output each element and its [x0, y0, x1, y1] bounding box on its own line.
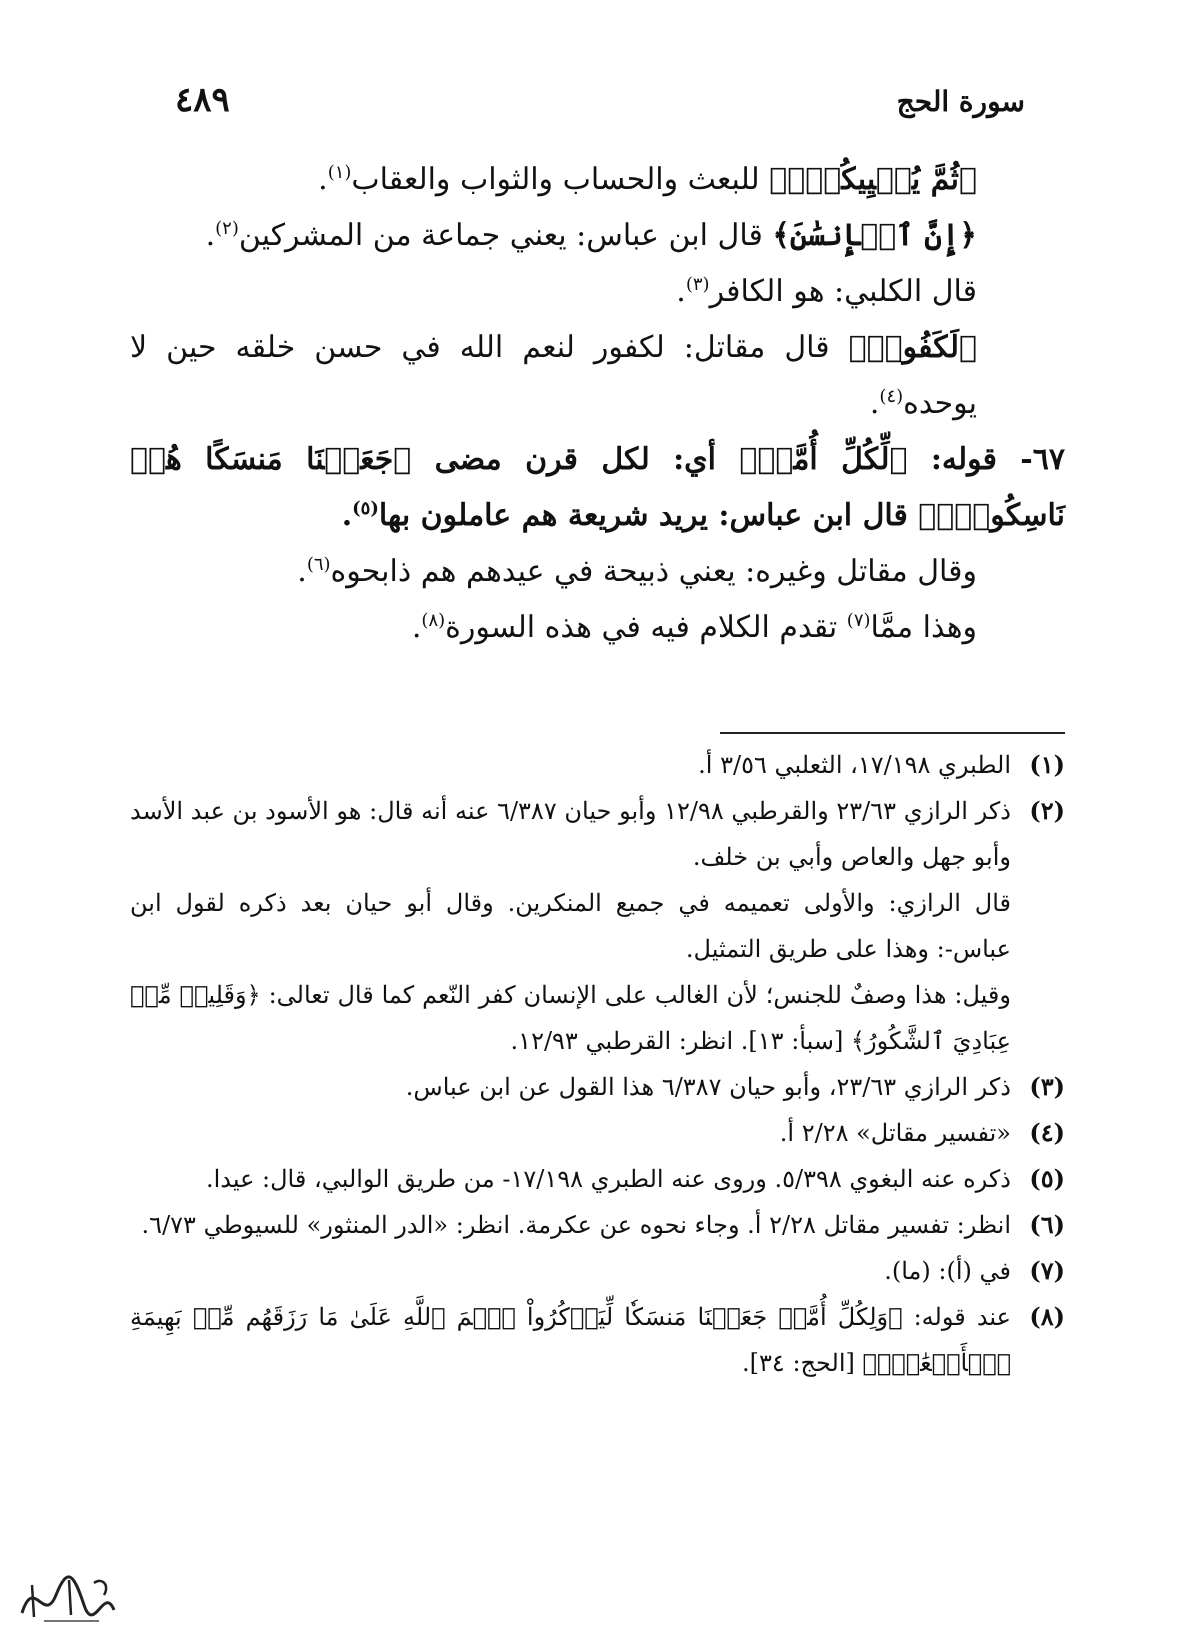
page-header — [175, 80, 1025, 120]
footnote-text: وقيل: هذا وصفٌ للجنس؛ لأن الغالب على الإنسان كفر النّعم كما قال تعالى: ﴿وَقَلِيلٞ مِّنۡ عِبَادِيَ ٱلشَّكُورُ﴾ [سبأ: ١٣]. انظر: القرطبي ١٢/٩٣. — [130, 981, 1011, 1055]
footnote-number: (٨) — [1029, 1302, 1065, 1331]
punct: . — [341, 498, 353, 533]
paragraph — [130, 600, 1065, 656]
punct: . — [676, 274, 686, 309]
footnote-body — [130, 1202, 1011, 1248]
footnote-ref[interactable]: (٨) — [421, 610, 446, 631]
quran-quote: ﴿إِنَّ ٱلۡإِنسَٰنَ﴾ — [772, 218, 977, 253]
paragraph — [130, 152, 1065, 208]
footnote-text: ذكره عنه البغوي ٥/٣٩٨. وروى عنه الطبري ١٧/١٩٨- من طريق الوالبي، قال: عيدا. — [205, 1165, 1011, 1193]
paragraph-text: ٦٧- قوله: ﴿لِّكُلِّ أُمَّةٖ﴾ أي: لكل قرن مضى ﴿جَعَلۡنَا مَنسَكًا هُمۡ نَاسِكُوهُۖ﴾ قال ابن عباس: يريد شريعة هم عاملون بها — [130, 442, 1065, 533]
footnote — [130, 1202, 1065, 1248]
surah-title: سورة الحج — [896, 85, 1025, 118]
footnote-text: الطبري ١٧/١٩٨، الثعلبي ٣/٥٦ أ. — [698, 751, 1011, 779]
paragraph — [130, 208, 1065, 264]
paragraph-text: قال مقاتل: لكفور لنعم الله في حسن خلقه حين لا يوحده — [130, 330, 977, 421]
punct: . — [318, 162, 328, 197]
paragraph-text: قال ابن عباس: يعني جماعة من المشركين — [238, 218, 773, 253]
footnote-text: قال الرازي: والأولى تعميمه في جميع المنكرين. وقال أبو حيان بعد ذكره لقول ابن عباس-: وهذا على طريق التمثيل. — [130, 889, 1011, 963]
footnote-text: عند قوله: ﴿وَلِكُلِّ أُمَّةٖ جَعَلۡنَا مَنسَكٗا لِّيَذۡكُرُواْ ٱسۡمَ ٱللَّهِ عَلَىٰ مَا رَزَقَهُم مِّنۢ بَهِيمَةِ ٱلۡأَنۡعَٰمِۗ﴾ [الحج: ٣٤]. — [130, 1303, 1011, 1377]
footnote-ref[interactable]: (٥) — [352, 498, 379, 519]
paragraph-text: وقال مقاتل وغيره: يعني ذبيحة في عيدهم هم ذابحوه — [330, 554, 977, 589]
footnote-text: ذكر الرازي ٢٣/٦٣ والقرطبي ١٢/٩٨ وأبو حيان ٦/٣٨٧ عنه أنه قال: هو الأسود بن عبد الأسد وأبو جهل والعاص وأبي بن خلف. — [130, 797, 1011, 871]
paragraph-text: للبعث والحساب والثواب والعقاب — [351, 162, 770, 197]
footnote-text: انظر: تفسير مقاتل ٢/٢٨ أ. وجاء نحوه عن عكرمة. انظر: «الدر المنثور» للسيوطي ٦/٧٣. — [141, 1211, 1011, 1239]
footnote — [130, 1064, 1065, 1110]
footnote-text: في (أ): (ما). — [884, 1257, 1011, 1285]
paragraph — [130, 544, 1065, 600]
footnote-number: (٢) — [1029, 796, 1065, 825]
calligraphy-logo-icon — [14, 1555, 124, 1635]
paragraph — [130, 320, 1065, 432]
quran-quote: ﴿ثُمَّ يُحۡيِيكُمۡۚ﴾ — [769, 162, 977, 197]
watermark-logo — [14, 1555, 124, 1635]
footnote — [130, 1294, 1065, 1386]
footnote — [130, 1248, 1065, 1294]
footnote-number: (٧) — [1029, 1256, 1065, 1285]
main-text — [130, 152, 1065, 656]
footnote-body — [130, 1064, 1011, 1110]
footnote — [130, 1156, 1065, 1202]
footnote-divider — [720, 732, 1065, 734]
footnote-ref[interactable]: (٦) — [306, 554, 331, 575]
footnote-ref[interactable]: (٧) — [846, 610, 871, 631]
quran-quote: ﴿لَكَفُورٞ﴾ — [848, 330, 977, 365]
footnote-number: (٦) — [1029, 1210, 1065, 1239]
footnote-body — [130, 1156, 1011, 1202]
footnote-number: (١) — [1029, 750, 1065, 779]
punct: . — [205, 218, 216, 253]
footnotes — [130, 742, 1065, 1386]
footnote — [130, 742, 1065, 788]
footnote-ref[interactable]: (٢) — [215, 218, 239, 239]
footnote — [130, 1110, 1065, 1156]
footnote-ref[interactable]: (٤) — [879, 386, 904, 407]
footnote-body — [130, 1248, 1011, 1294]
footnote-body — [130, 788, 1011, 1064]
footnote-body — [130, 1110, 1011, 1156]
footnote-number: (٣) — [1029, 1072, 1065, 1101]
footnote-text: «تفسير مقاتل» ٢/٢٨ أ. — [779, 1119, 1011, 1147]
footnote-number: (٤) — [1029, 1118, 1065, 1147]
footnote-ref[interactable]: (٣) — [685, 274, 710, 295]
paragraph-text: تقدم الكلام فيه في هذه السورة — [445, 610, 847, 645]
page-number: ٤٨٩ — [175, 80, 230, 120]
paragraph-text: قال الكلبي: هو الكافر — [709, 274, 977, 309]
footnote — [130, 788, 1065, 1064]
punct: . — [869, 386, 880, 421]
footnote-number: (٥) — [1029, 1164, 1065, 1193]
paragraph — [130, 264, 1065, 320]
punct: . — [297, 554, 307, 589]
punct: . — [411, 610, 422, 645]
footnote-text: ذكر الرازي ٢٣/٦٣، وأبو حيان ٦/٣٨٧ هذا القول عن ابن عباس. — [405, 1073, 1011, 1101]
paragraph — [130, 432, 1065, 544]
footnote-ref[interactable]: (١) — [327, 162, 352, 183]
footnote-body — [130, 1294, 1011, 1386]
paragraph-text: وهذا ممَّا — [870, 610, 977, 645]
footnote-body — [130, 742, 1011, 788]
